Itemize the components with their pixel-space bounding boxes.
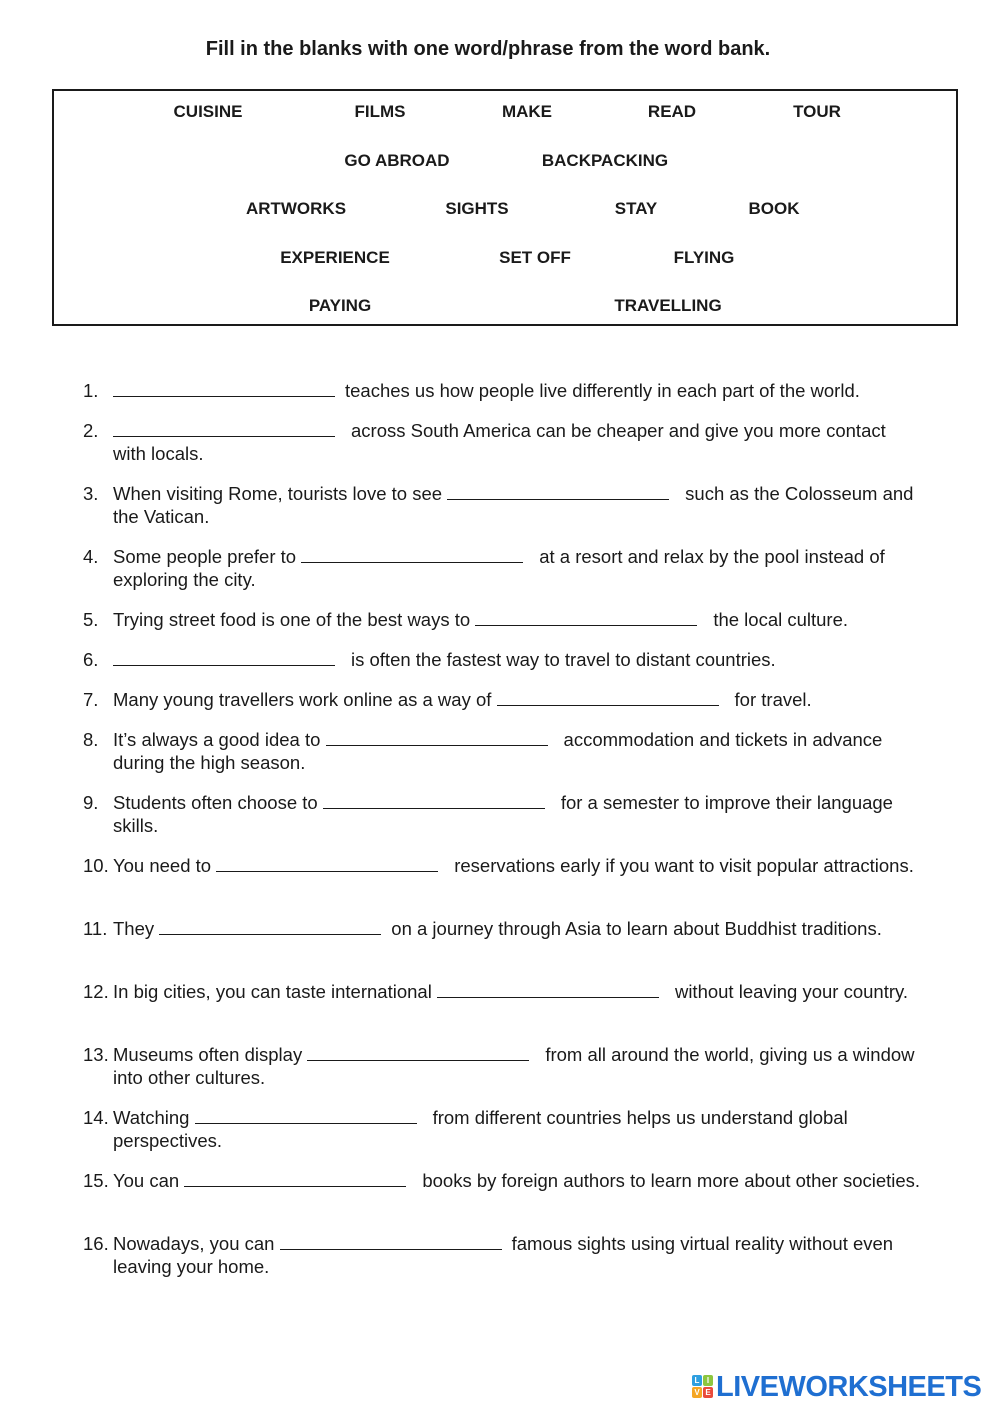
- liveworksheets-logo: [692, 1372, 981, 1402]
- question-number: 15.: [83, 1170, 109, 1191]
- question-number: 13.: [83, 1044, 109, 1065]
- answer-blank[interactable]: [497, 689, 719, 706]
- word-bank-item: STAY: [614, 199, 658, 218]
- word-bank-item: PAYING: [308, 296, 372, 315]
- question-text: on a journey through Asia to learn about Buddhist traditions.: [391, 918, 882, 939]
- question-number: 4.: [83, 546, 99, 567]
- question-text: You can: [113, 1170, 180, 1191]
- liveworksheets-logo-icon: L I V E: [692, 1375, 714, 1399]
- answer-blank[interactable]: [113, 380, 335, 397]
- answer-blank[interactable]: [437, 981, 659, 998]
- question-text: is often the fastest way to travel to distant countries.: [351, 649, 776, 670]
- question-text: Students often choose to: [113, 792, 318, 813]
- liveworksheets-logo-text: LIVEWORKSHEETS: [716, 1370, 982, 1403]
- question-number: 12.: [83, 981, 109, 1002]
- question-number: 3.: [83, 483, 99, 504]
- word-bank-item: GO ABROAD: [344, 151, 450, 170]
- question-number: 10.: [83, 855, 109, 876]
- question-text: In big cities, you can taste international: [113, 981, 432, 1002]
- worksheet-instructions: Fill in the blanks with one word/phrase from the word bank.: [205, 38, 771, 60]
- question-text: from different countries helps us understand global perspectives.: [113, 1107, 848, 1151]
- question-text: Watching: [113, 1107, 190, 1128]
- question-text: Many young travellers work online as a way of: [113, 689, 492, 710]
- question-text: They: [113, 918, 155, 939]
- answer-blank[interactable]: [447, 483, 669, 500]
- answer-blank[interactable]: [301, 546, 523, 563]
- question-number: 11.: [83, 918, 108, 939]
- question-text: accommodation and tickets in advance during the high season.: [113, 729, 883, 773]
- answer-blank[interactable]: [280, 1233, 502, 1250]
- question-text: such as the Colosseum and the Vatican.: [113, 483, 914, 527]
- answer-blank[interactable]: [475, 609, 697, 626]
- question-text: famous sights using virtual reality without even leaving your home.: [113, 1233, 894, 1277]
- question-text: teaches us how people live differently in each part of the world.: [345, 380, 860, 401]
- word-bank-item: MAKE: [501, 102, 553, 121]
- answer-blank[interactable]: [113, 420, 335, 437]
- answer-blank[interactable]: [216, 855, 438, 872]
- question-number: 2.: [83, 420, 99, 441]
- answer-blank[interactable]: [323, 792, 545, 809]
- question-text: It’s always a good idea to: [113, 729, 321, 750]
- question-text: at a resort and relax by the pool instead of exploring the city.: [113, 546, 885, 590]
- word-bank-item: EXPERIENCE: [280, 248, 390, 267]
- question-text: from all around the world, giving us a window into other cultures.: [113, 1044, 915, 1088]
- question-text: Trying street food is one of the best ways to: [113, 609, 471, 630]
- answer-blank[interactable]: [159, 918, 381, 935]
- question-text: You need to: [113, 855, 212, 876]
- question-number: 14.: [83, 1107, 109, 1128]
- word-bank-item: ARTWORKS: [245, 199, 347, 218]
- answer-blank[interactable]: [195, 1107, 417, 1124]
- word-bank-item: FLYING: [673, 248, 735, 267]
- question-text: Nowadays, you can: [113, 1233, 275, 1254]
- question-text: for a semester to improve their language skills.: [113, 792, 893, 836]
- answer-blank[interactable]: [326, 729, 548, 746]
- word-bank-item: BACKPACKING: [541, 151, 669, 170]
- question-number: 1.: [83, 380, 99, 401]
- question-number: 6.: [83, 649, 99, 670]
- question-number: 7.: [83, 689, 99, 710]
- question-number: 9.: [83, 792, 99, 813]
- question-text: reservations early if you want to visit popular attractions.: [454, 855, 914, 876]
- question-text: Some people prefer to: [113, 546, 297, 567]
- word-bank-item: CUISINE: [173, 102, 243, 121]
- question-number: 5.: [83, 609, 99, 630]
- word-bank-item: SET OFF: [499, 248, 571, 267]
- word-bank-item: BOOK: [748, 199, 800, 218]
- question-text: When visiting Rome, tourists love to see: [113, 483, 443, 504]
- word-bank-item: READ: [647, 102, 697, 121]
- question-text: across South America can be cheaper and give you more contact with locals.: [113, 420, 886, 464]
- answer-blank[interactable]: [113, 649, 335, 666]
- question-text: without leaving your country.: [674, 981, 909, 1002]
- word-bank: [52, 89, 958, 326]
- question-number: 16.: [83, 1233, 109, 1254]
- question-text: the local culture.: [713, 609, 849, 630]
- answer-blank[interactable]: [184, 1170, 406, 1187]
- question-text: books by foreign authors to learn more about other societies.: [422, 1170, 921, 1191]
- question-number: 8.: [83, 729, 99, 750]
- question-text: for travel.: [734, 689, 812, 710]
- word-bank-item: TRAVELLING: [614, 296, 722, 315]
- word-bank-item: FILMS: [354, 102, 406, 121]
- word-bank-item: SIGHTS: [445, 199, 509, 218]
- answer-blank[interactable]: [307, 1044, 529, 1061]
- word-bank-item: TOUR: [793, 102, 841, 121]
- question-text: Museums often display: [113, 1044, 303, 1065]
